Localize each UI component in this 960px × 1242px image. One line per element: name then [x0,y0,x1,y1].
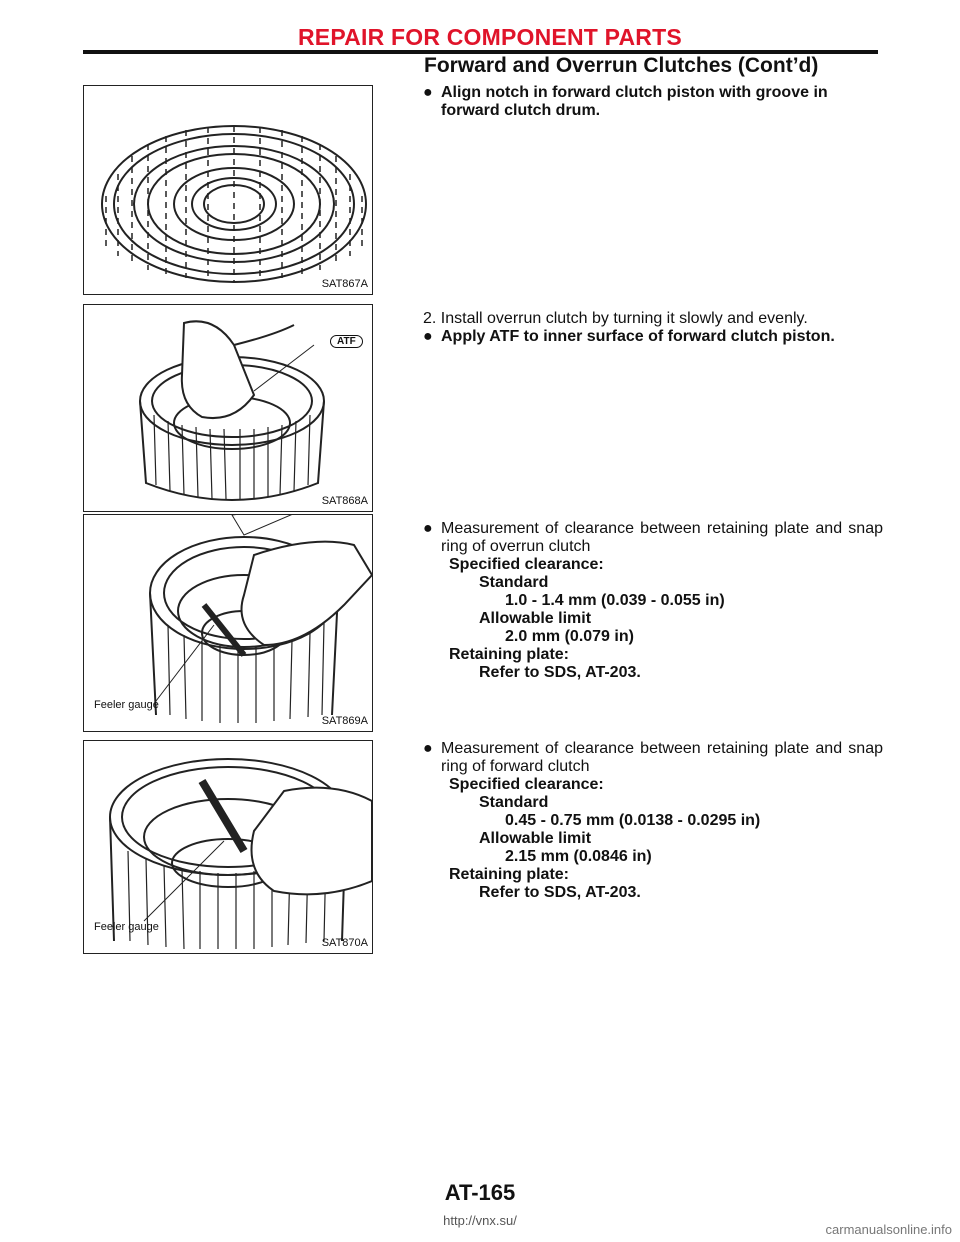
bullet-icon: ● [423,328,433,345]
figure-code: SAT869A [321,715,368,727]
figure-sat868a [83,304,373,512]
step-text: 2. Install overrun clutch by turning it slowly and evenly. [423,310,808,327]
plate-label: Retaining plate: [449,646,570,663]
figure-sat870a [83,740,373,954]
figure-code: SAT867A [321,278,368,290]
footer-url[interactable]: http://vnx.su/ [443,1213,517,1228]
step-text: Measurement of clearance between retaining plate and snap ring of overrun clutch [441,520,883,555]
spec-block [423,556,883,682]
spec-title: Specified clearance: [449,556,604,573]
section-title: Forward and Overrun Clutches (Cont’d) [424,54,819,77]
figure-sat869a [83,514,373,732]
figure-code: SAT870A [321,937,368,949]
step-text: Align notch in forward clutch piston with groove in forward clutch drum. [441,84,828,119]
header-title: REPAIR FOR COMPONENT PARTS [298,24,682,50]
limit-value: 2.0 mm (0.079 in) [505,628,634,645]
bullet-icon: ● [423,740,433,757]
step-align-notch [423,84,883,120]
standard-label: Standard [479,574,549,591]
step-subtext: Apply ATF to inner surface of forward clutch piston. [441,328,835,345]
page-number: AT-165 [444,1180,516,1205]
atf-callout: ATF [330,335,363,348]
bullet-icon: ● [423,520,433,537]
bullet-icon: ● [423,84,433,101]
standard-value: 0.45 - 0.75 mm (0.0138 - 0.0295 in) [505,812,761,829]
plate-value: Refer to SDS, AT-203. [479,664,641,681]
feeler-gauge-callout: Feeler gauge [94,921,159,933]
standard-value: 1.0 - 1.4 mm (0.039 - 0.055 in) [505,592,725,609]
watermark: carmanualsonline.info [825,1222,952,1237]
limit-label: Allowable limit [479,830,592,847]
limit-label: Allowable limit [479,610,592,627]
clutch-drum-illustration [84,86,372,294]
step-forward-clearance [423,740,883,902]
figure-code: SAT868A [321,495,368,507]
plate-label: Retaining plate: [449,866,570,883]
feeler-gauge-callout: Feeler gauge [94,699,159,711]
limit-value: 2.15 mm (0.0846 in) [505,848,652,865]
atf-application-illustration [84,305,372,511]
spec-title: Specified clearance: [449,776,604,793]
plate-value: Refer to SDS, AT-203. [479,884,641,901]
standard-label: Standard [479,794,549,811]
figure-sat867a [83,85,373,295]
step-overrun-clearance [423,520,883,682]
step-text: Measurement of clearance between retaining plate and snap ring of forward clutch [441,740,883,775]
spec-block [423,776,883,902]
step-install-overrun [423,310,883,346]
